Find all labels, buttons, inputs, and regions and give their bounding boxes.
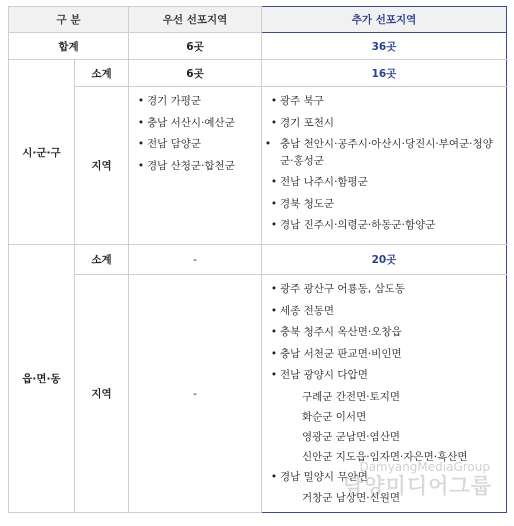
- bullet-icon: •: [270, 219, 278, 231]
- emd-label: 읍·면·동: [9, 245, 75, 513]
- list-subitem: 화순군 이서면: [302, 410, 367, 423]
- list-item: • 경남 밀양시 무안면: [270, 470, 368, 483]
- list-item: • 전남 나주시·함평군: [268, 172, 500, 194]
- list-item: • 충남 천안시·공주시·아산시·당진시·부여군·청양군·홍성군: [264, 138, 493, 167]
- watermark-korean: 담양미디어그룹: [342, 474, 492, 498]
- header-priority: 우선 선포지역: [129, 7, 262, 33]
- sigungu-priority-list: [129, 87, 261, 181]
- list-item: • 광주 광산구 어룡동, 삼도동: [270, 283, 405, 295]
- emd-region-label: 지역: [75, 275, 129, 513]
- header-additional: 추가 선포지역: [262, 7, 507, 33]
- bullet-icon: •: [270, 197, 278, 210]
- header-row: [9, 7, 507, 33]
- sigungu-subtotal-row: [9, 60, 507, 87]
- watermark-english: DamyangMediaGroup: [359, 460, 490, 474]
- emd-subtotal-priority: -: [129, 245, 262, 275]
- bullet-icon: •: [264, 138, 272, 150]
- designation-table: [8, 6, 507, 513]
- bullet-icon: •: [270, 95, 278, 107]
- total-priority: 6곳: [129, 33, 262, 60]
- bullet-icon: •: [270, 176, 278, 188]
- total-row: [9, 33, 507, 60]
- emd-subtotal-row: [9, 245, 507, 275]
- total-additional: 36곳: [262, 33, 507, 60]
- list-item: • 세종 전동면: [270, 304, 335, 317]
- sigungu-region-label: 지역: [75, 87, 129, 245]
- sigungu-subtotal-additional: 16곳: [262, 60, 507, 87]
- sigungu-priority-cell: [129, 87, 262, 245]
- bullet-icon: •: [137, 138, 145, 150]
- bullet-icon: •: [137, 95, 145, 107]
- list-item: • 경북 청도군: [268, 194, 500, 216]
- sigungu-additional-cell: [262, 87, 507, 245]
- list-item: • 경기 포천시: [268, 113, 500, 135]
- emd-subtotal-additional: 20곳: [262, 245, 507, 275]
- list-item: • 전남 광양시 다압면: [270, 369, 368, 381]
- emd-subtotal-label: 소계: [75, 245, 129, 275]
- list-item: • 경기 가평군: [135, 91, 255, 113]
- sigungu-label: 시·군·구: [9, 60, 75, 245]
- list-item: • 경남 산청군·합천군: [135, 156, 255, 178]
- emd-priority-value: -: [129, 275, 262, 513]
- list-subitem: 영광군 군남면·염산면: [302, 430, 400, 443]
- list-item: • 광주 북구: [268, 91, 500, 113]
- list-item: • 충남 서산시·예산군: [135, 113, 255, 135]
- bullet-icon: •: [137, 159, 145, 172]
- list-subitem: 거창군 남상면·신원면: [302, 492, 400, 504]
- sigungu-region-row: [9, 87, 507, 245]
- sigungu-subtotal-priority: 6곳: [129, 60, 262, 87]
- list-item: • 전남 담양군: [135, 134, 255, 156]
- list-subitem: 구례군 간전면·토지면: [302, 390, 400, 403]
- list-item: • 충남 서천군 판교면·비인면: [270, 347, 402, 360]
- list-item: • 충북 청주시 옥산면·오창읍: [270, 326, 402, 338]
- bullet-icon: •: [270, 116, 278, 129]
- sigungu-additional-list: [262, 87, 506, 241]
- list-item: • 경남 진주시·의령군·하동군·함양군: [268, 215, 500, 237]
- total-label: 합계: [9, 33, 129, 60]
- sigungu-subtotal-label: 소계: [75, 60, 129, 87]
- header-category: 구 분: [9, 7, 129, 33]
- bullet-icon: •: [137, 116, 145, 129]
- list-subitem: 신안군 지도읍·임자면·자은면·흑산면: [302, 450, 468, 463]
